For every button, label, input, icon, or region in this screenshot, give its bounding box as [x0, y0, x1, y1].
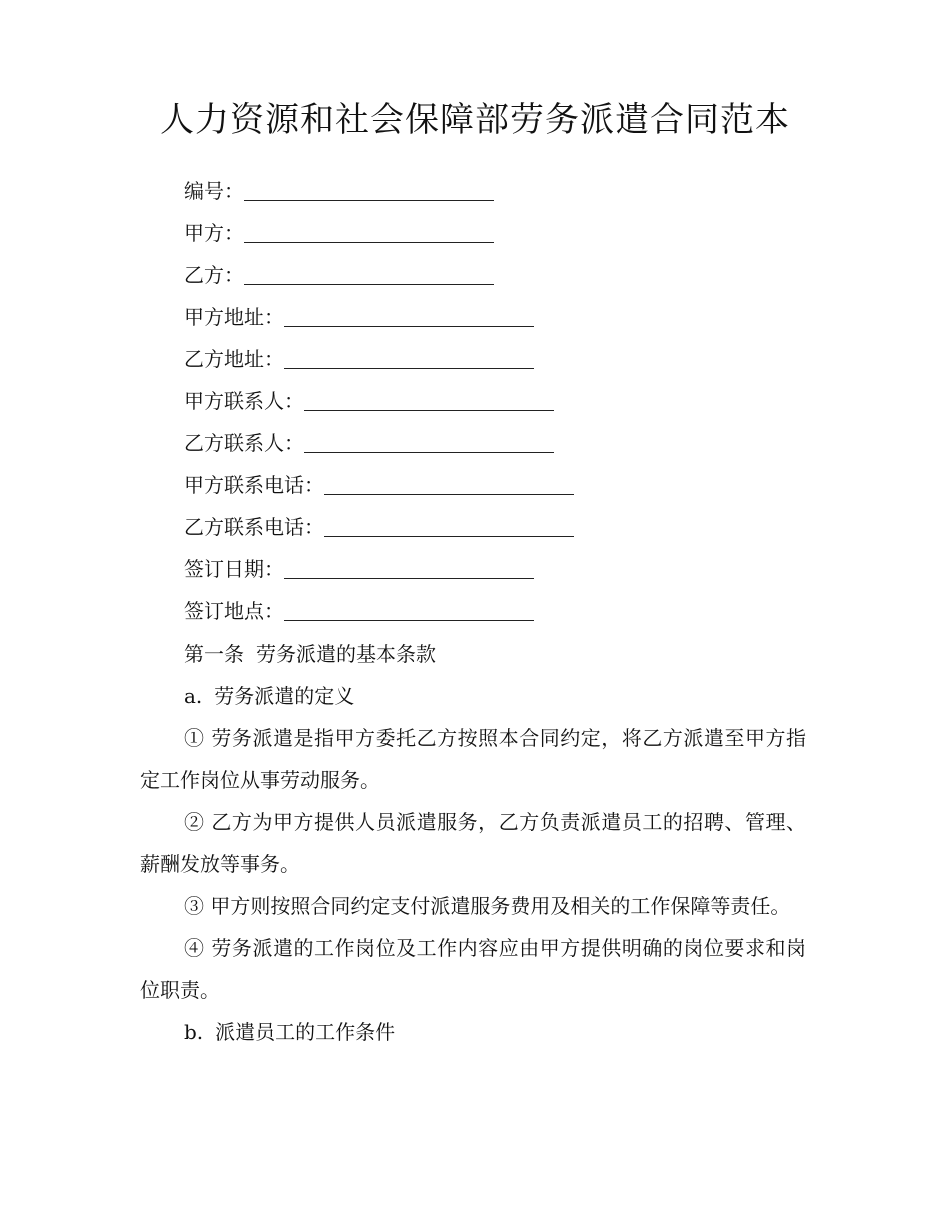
- field-party-b-address: [184, 338, 824, 380]
- field-party-b-contact: [184, 422, 824, 464]
- field-label: 乙方联系电话：: [184, 515, 324, 539]
- field-label: 签订日期：: [184, 557, 284, 581]
- blank-line[interactable]: [304, 410, 554, 411]
- field-party-a: [184, 212, 824, 254]
- field-label: 乙方：: [184, 263, 244, 287]
- field-party-a-address: [184, 296, 824, 338]
- blank-line[interactable]: [244, 284, 494, 285]
- field-party-b: [184, 254, 824, 296]
- field-label: 乙方联系人：: [184, 431, 304, 455]
- paragraph: ② 乙方为甲方提供人员派遣服务，乙方负责派遣员工的招聘、管理、薪酬发放等事务。: [140, 810, 806, 876]
- blank-line[interactable]: [304, 452, 554, 453]
- section-heading-b: [140, 1011, 806, 1053]
- blank-line[interactable]: [244, 242, 494, 243]
- field-party-b-phone: [184, 506, 824, 548]
- blank-line[interactable]: [284, 368, 534, 369]
- blank-line[interactable]: [284, 578, 534, 579]
- field-sign-place: [184, 590, 824, 632]
- field-label: 签订地点：: [184, 599, 284, 623]
- article-number: 第一条: [184, 642, 244, 666]
- blank-line[interactable]: [284, 326, 534, 327]
- field-label: 甲方联系电话：: [184, 473, 324, 497]
- paragraph: ③ 甲方则按照合同约定支付派遣服务费用及相关的工作保障等责任。: [184, 894, 791, 918]
- field-label: 编号：: [184, 179, 244, 203]
- blank-line[interactable]: [324, 494, 574, 495]
- section-heading-a: [140, 675, 806, 717]
- section-marker: a.: [184, 684, 203, 708]
- field-label: 甲方地址：: [184, 305, 284, 329]
- article-title: 劳务派遣的基本条款: [256, 642, 436, 666]
- section-title: 劳务派遣的定义: [214, 684, 355, 708]
- section-title: 派遣员工的工作条件: [215, 1020, 396, 1044]
- contract-body: [140, 633, 806, 1053]
- field-number: [184, 170, 824, 212]
- contract-info-fields: [184, 170, 824, 632]
- field-label: 乙方地址：: [184, 347, 284, 371]
- field-label: 甲方：: [184, 221, 244, 245]
- article-heading: [140, 633, 806, 675]
- blank-line[interactable]: [244, 200, 494, 201]
- blank-line[interactable]: [284, 620, 534, 621]
- field-party-a-phone: [184, 464, 824, 506]
- section-marker: b.: [184, 1020, 204, 1044]
- document-title: 人力资源和社会保障部劳务派遣合同范本: [160, 100, 790, 140]
- paragraph: ④ 劳务派遣的工作岗位及工作内容应由甲方提供明确的岗位要求和岗位职责。: [140, 936, 806, 1002]
- paragraph: ① 劳务派遣是指甲方委托乙方按照本合同约定，将乙方派遣至甲方指定工作岗位从事劳动服务。: [140, 726, 806, 792]
- blank-line[interactable]: [324, 536, 574, 537]
- field-party-a-contact: [184, 380, 824, 422]
- field-label: 甲方联系人：: [184, 389, 304, 413]
- field-sign-date: [184, 548, 824, 590]
